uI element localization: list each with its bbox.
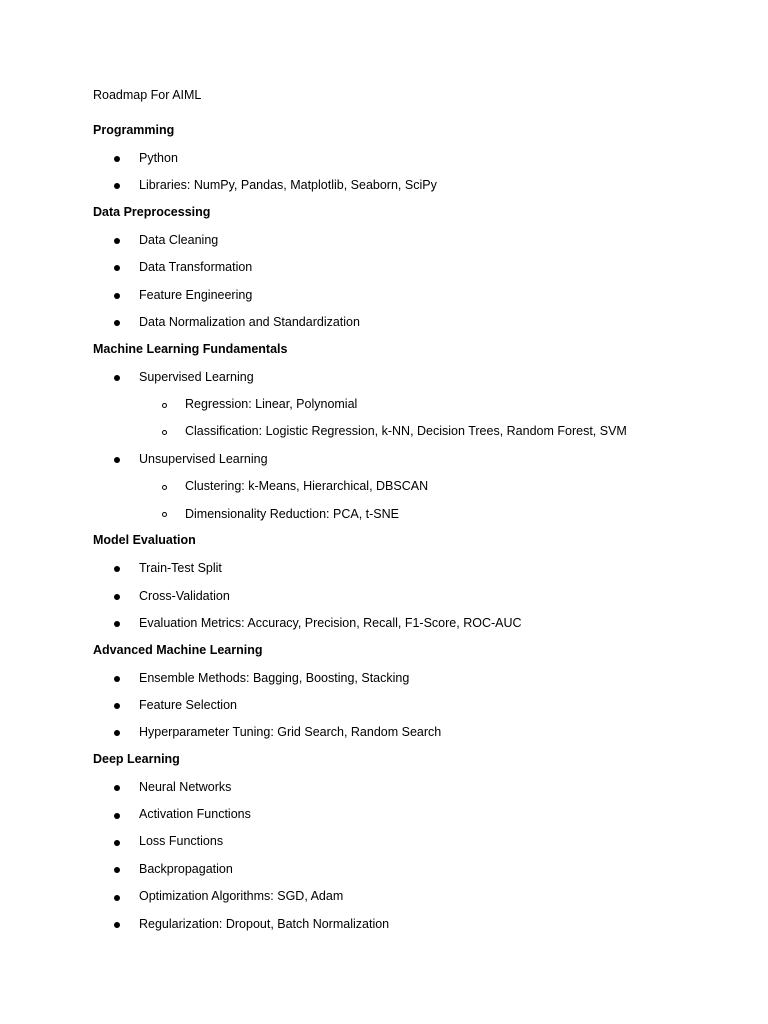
bullet-icon: [114, 621, 120, 627]
bullet-icon: [114, 922, 120, 928]
bullet-icon: [114, 156, 120, 162]
list-item: Regularization: Dropout, Batch Normalization: [139, 917, 390, 931]
bullet-icon: [114, 238, 120, 244]
list-item: Data Transformation: [139, 260, 253, 274]
sub-list-item: Classification: Logistic Regression, k-NN, Decision Trees, Random Forest, SVM: [185, 424, 627, 438]
sub-bullet-icon: [162, 512, 167, 517]
bullet-icon: [114, 895, 120, 901]
list-item: Ensemble Methods: Bagging, Boosting, Stacking: [139, 671, 410, 685]
section-heading-ml-fundamentals: Machine Learning Fundamentals: [93, 342, 288, 356]
bullet-icon: [114, 265, 120, 271]
list-item: Train-Test Split: [139, 561, 222, 575]
bullet-icon: [114, 566, 120, 572]
section-heading-model-evaluation: Model Evaluation: [93, 533, 196, 547]
sub-bullet-icon: [162, 485, 167, 490]
list-item: Supervised Learning: [139, 370, 254, 384]
sub-list-item: Dimensionality Reduction: PCA, t-SNE: [185, 507, 399, 521]
document-title: Roadmap For AIML: [93, 88, 202, 102]
sub-list-item: Regression: Linear, Polynomial: [185, 397, 358, 411]
list-item: Neural Networks: [139, 780, 232, 794]
section-heading-advanced-ml: Advanced Machine Learning: [93, 643, 263, 657]
list-item: Data Cleaning: [139, 233, 219, 247]
list-item: Loss Functions: [139, 834, 224, 848]
list-item: Python: [139, 151, 178, 165]
bullet-icon: [114, 293, 120, 299]
bullet-icon: [114, 183, 120, 189]
sub-list-item: Clustering: k-Means, Hierarchical, DBSCAN: [185, 479, 429, 493]
bullet-icon: [114, 785, 120, 791]
list-item: Libraries: NumPy, Pandas, Matplotlib, Seaborn, SciPy: [139, 178, 437, 192]
section-heading-programming: Programming: [93, 123, 175, 137]
bullet-icon: [114, 457, 120, 463]
bullet-icon: [114, 676, 120, 682]
section-heading-data-preprocessing: Data Preprocessing: [93, 205, 211, 219]
bullet-icon: [114, 703, 120, 709]
bullet-icon: [114, 840, 120, 846]
list-item: Optimization Algorithms: SGD, Adam: [139, 889, 344, 903]
section-heading-deep-learning: Deep Learning: [93, 752, 180, 766]
sub-bullet-icon: [162, 430, 167, 435]
list-item: Activation Functions: [139, 807, 251, 821]
list-item: Feature Selection: [139, 698, 237, 712]
bullet-icon: [114, 375, 120, 381]
bullet-icon: [114, 320, 120, 326]
bullet-icon: [114, 813, 120, 819]
list-item: Unsupervised Learning: [139, 452, 268, 466]
bullet-icon: [114, 867, 120, 873]
bullet-icon: [114, 730, 120, 736]
list-item: Evaluation Metrics: Accuracy, Precision, Recall, F1-Score, ROC-AUC: [139, 616, 522, 630]
list-item: Backpropagation: [139, 862, 233, 876]
list-item: Data Normalization and Standardization: [139, 315, 360, 329]
bullet-icon: [114, 594, 120, 600]
list-item: Hyperparameter Tuning: Grid Search, Random Search: [139, 725, 442, 739]
sub-bullet-icon: [162, 403, 167, 408]
list-item: Feature Engineering: [139, 288, 253, 302]
list-item: Cross-Validation: [139, 589, 230, 603]
